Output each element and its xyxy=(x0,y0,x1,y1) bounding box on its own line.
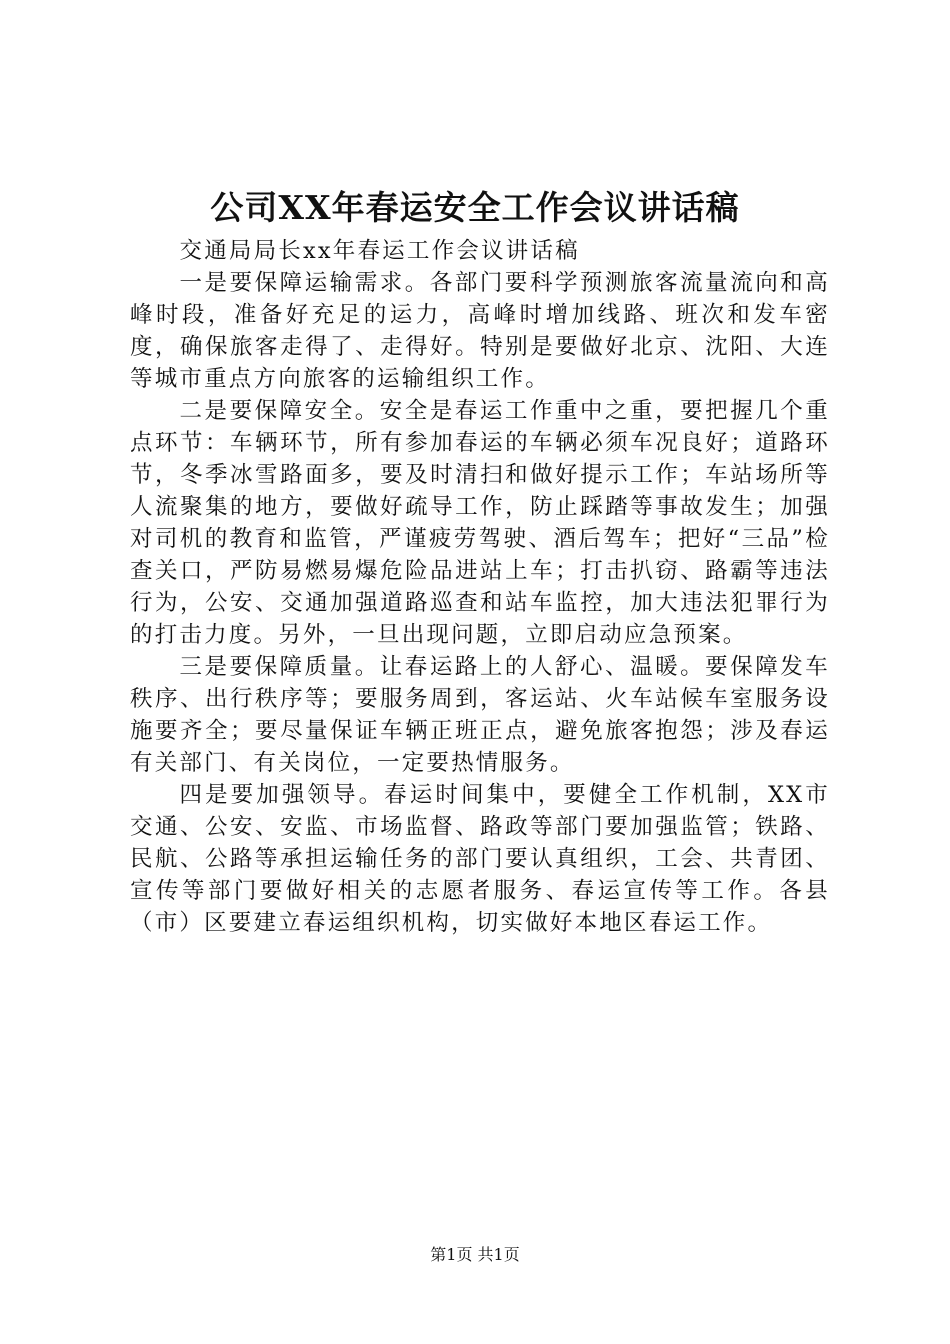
document-title: 公司XX年春运安全工作会议讲话稿 xyxy=(210,188,740,227)
paragraph-1: 一是要保障运输需求。各部门要科学预测旅客流量流向和高峰时段，准备好充足的运力，高峰时增加线路、班次和发车密度，确保旅客走得了、走得好。特别是要做好北京、沈阳、大连等城市重点方向旅客的运输组织工作。 xyxy=(130,270,830,392)
page-footer: 第1页 共1页 xyxy=(430,1245,520,1264)
document-body xyxy=(130,235,830,939)
document-subtitle: 交通局局长xx年春运工作会议讲话稿 xyxy=(179,238,580,264)
paragraph-3: 三是要保障质量。让春运路上的人舒心、温暖。要保障发车秩序、出行秩序等；要服务周到，客运站、火车站候车室服务设施要齐全；要尽量保证车辆正班正点，避免旅客抱怨；涉及春运有关部门、有关岗位，一定要热情服务。 xyxy=(130,654,830,776)
paragraph-2: 二是要保障安全。安全是春运工作重中之重，要把握几个重点环节：车辆环节，所有参加春运的车辆必须车况良好；道路环节，冬季冰雪路面多，要及时清扫和做好提示工作；车站场所等人流聚集的地方，要做好疏导工作，防止踩踏等事故发生；加强对司机的教育和监管，严谨疲劳驾驶、酒后驾车；把好“三品”检查关口，严防易燃易爆危险品进站上车；打击扒窃、路霸等违法行为，公安、交通加强道路巡查和站车监控，加大违法犯罪行为的打击力度。另外，一旦出现问题，立即启动应急预案。 xyxy=(130,398,830,648)
paragraph-4: 四是要加强领导。春运时间集中，要健全工作机制，XX市交通、公安、安监、市场监督、路政等部门要加强监管；铁路、民航、公路等承担运输任务的部门要认真组织，工会、共青团、宣传等部门要做好相关的志愿者服务、春运宣传等工作。各县（市）区要建立春运组织机构，切实做好本地区春运工作。 xyxy=(130,782,830,936)
